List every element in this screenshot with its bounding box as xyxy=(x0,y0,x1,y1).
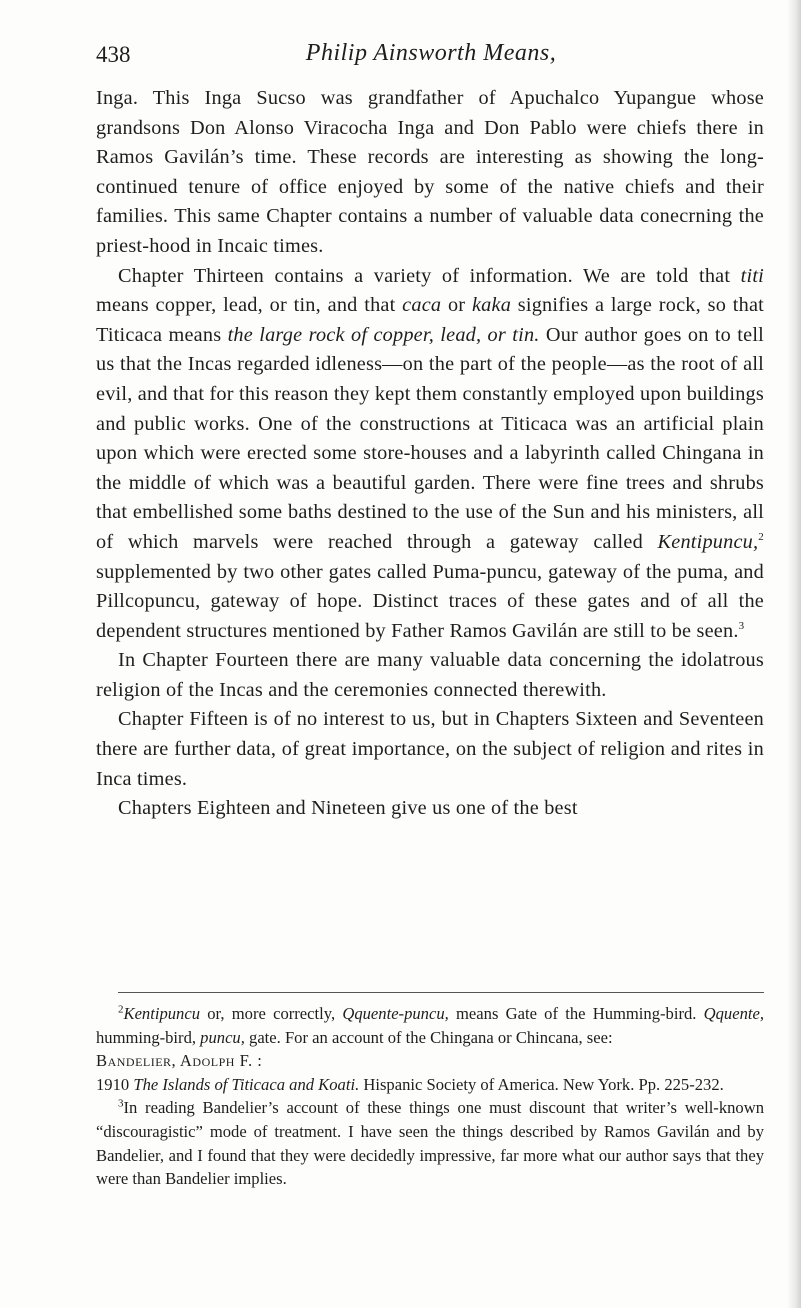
paragraph xyxy=(96,794,764,824)
text-run: means copper, lead, or tin, and that xyxy=(96,294,403,317)
text-run: Chapter Fifteen is of no interest to us, but in Chapters Sixteen and Seventeen there are further data, of great importance, on the subject of religion and rites in Inca times. xyxy=(96,708,764,790)
reference-title: The Islands of Titicaca and Koati. xyxy=(133,1074,360,1094)
footnote xyxy=(96,1096,764,1190)
page-number: 438 xyxy=(96,42,131,67)
footnote-ref: 3 xyxy=(738,619,745,632)
footnotes xyxy=(96,1002,764,1191)
text-run: Inga. This Inga Sucso was grandfather of Apuchalco Yupangue whose grandsons Don Alonso Viracocha Inga and Don Pablo were chiefs there in Ramos Gavilán’s time. These records are interesting as showing the long-continued tenure of office enjoyed by some of the native chiefs and their families. This same Chapter contains a number of valuable data conecrning the priest-hood in Incaic times. xyxy=(96,87,764,257)
paragraph xyxy=(96,705,764,794)
italic-term: kaka xyxy=(471,294,512,317)
text-run: signifies a large rock, so that Titicaca means xyxy=(96,294,764,346)
text-run: Hispanic Society of America. New York. Pp. 225-232. xyxy=(359,1074,724,1094)
text-run: Chapters Eighteen and Nineteen give us one of the best xyxy=(118,797,578,820)
footnote-rule xyxy=(118,992,764,993)
text-run: Our author goes on to tell us that the Incas regarded idleness—on the part of the people—as the root of all evil, and that for this reason they kept them constantly employed upon buildings and public works. One of the constructions at Titicaca was an artificial plain upon which were erected some store-houses and a labyrinth called Chingana in the middle of which was a beautiful garden. There were fine trees and shrubs that embellished some baths destined to the use of the Sun and his ministers, all of which marvels were reached through a gateway called xyxy=(96,323,764,553)
footnote xyxy=(96,1002,764,1049)
body-text xyxy=(96,84,764,824)
paragraph xyxy=(96,84,764,262)
italic-term: the large rock of copper, lead, or tin. xyxy=(227,323,540,346)
text-run: supplemented by two other gates called Puma-puncu, gateway of the puma, and Pillcopuncu, gateway of hope. Distinct traces of these gates and of all the dependent structures mentioned by Father Ramos Gavilán are still to be seen. xyxy=(96,560,764,642)
paragraph xyxy=(96,646,764,705)
italic-term: Kentipuncu xyxy=(123,1004,201,1023)
text-run: Chapter Thirteen contains a variety of information. We are told that xyxy=(118,264,741,287)
italic-term: Qquente, xyxy=(703,1004,765,1023)
paragraph xyxy=(96,262,764,647)
text-run: gate. For an account of the Chingana or Chincana, see: xyxy=(244,1027,613,1047)
reference-author xyxy=(96,1049,764,1073)
italic-term: Kentipuncu, xyxy=(657,530,759,553)
text-run: In Chapter Fourteen there are many valuable data concerning the idolatrous religion of the Incas and the ceremonies connected therewith. xyxy=(96,649,764,701)
text-run: or, more correctly, xyxy=(200,1004,343,1023)
text-run: humming-bird, xyxy=(96,1027,201,1047)
text-run: In reading Bandelier’s account of these things one must discount that writer’s well-known “discouragistic” mode of treatment. I have seen the things described by Ramos Gavilán and by Bandelier, and I found that they were decidedly impressive, far more what our author says that they were than Bandelier implies. xyxy=(96,1098,764,1189)
page-header xyxy=(96,36,766,76)
footnote-mark: 2 xyxy=(118,1003,124,1016)
text-run: means Gate of the Humming-bird. xyxy=(448,1004,704,1023)
reference-year: 1910 xyxy=(96,1074,130,1094)
italic-term: puncu, xyxy=(200,1027,245,1047)
footnote-mark: 3 xyxy=(118,1097,124,1110)
footnote-ref: 2 xyxy=(758,531,764,544)
page-edge-shadow xyxy=(787,0,801,1308)
italic-term: caca xyxy=(402,294,442,317)
italic-term: Qquente-puncu, xyxy=(342,1004,449,1023)
reference-entry xyxy=(96,1073,764,1097)
running-head: Philip Ainsworth Means, xyxy=(305,40,557,66)
italic-term: titi xyxy=(740,264,764,287)
author-name: Bandelier, Adolph F. : xyxy=(96,1051,263,1071)
text-run: or xyxy=(441,294,472,317)
